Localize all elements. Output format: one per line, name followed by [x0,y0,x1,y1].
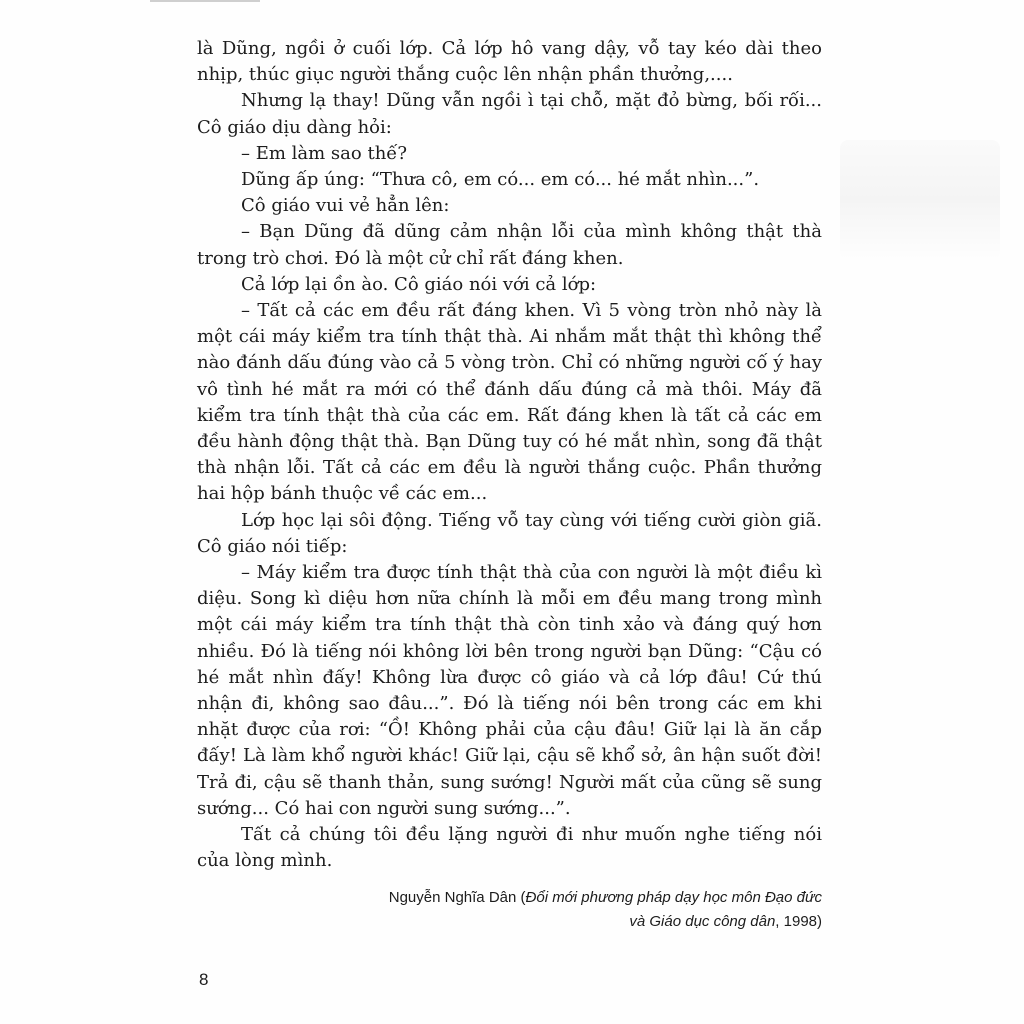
citation-title-part1: Đổi mới phương pháp dạy học môn Đạo đức [525,889,822,906]
bleed-through-shadow [840,140,1000,260]
paragraph-8: – Tất cả các em đều rất đáng khen. Vì 5 vòng tròn nhỏ này là một cái máy kiểm tra tính thật thà. Ai nhắm mắt thật thì không thể nào đánh dấu đúng vào cả 5 vòng tròn. Chỉ có những người cố ý hay vô tình hé mắt ra mới có thể đánh dấu đúng cả mà thôi. Máy đã kiểm tra tính thật thà của các em. Rất đáng khen là tất cả các em đều hành động thật thà. Bạn Dũng tuy có hé mắt nhìn, song đã thật thà nhận lỗi. Tất cả các em đều là người thắng cuộc. Phần thưởng hai hộp bánh thuộc về các em... [197,300,822,505]
citation-line-1 [302,886,822,910]
page-number: 8 [199,970,209,989]
citation-year: , 1998) [775,913,822,930]
paragraph-10: – Máy kiểm tra được tính thật thà của con người là một điều kì diệu. Song kì diệu hơn nữa chính là mỗi em đều mang trong mình một cái máy kiểm tra tính thật thà còn tinh xảo và đáng quý hơn nhiều. Đó là tiếng nói không lời bên trong người bạn Dũng: “Cậu có hé mắt nhìn đấy! Không lừa được cô giáo và cả lớp đâu! Cứ thú nhận đi, không sao đâu...”. Đó là tiếng nói bên trong các em khi nhặt được của rơi: “Ồ! Không phải của cậu đâu! Giữ lại là ăn cắp đấy! Là làm khổ người khác! Giữ lại, cậu sẽ khổ sở, ân hận suốt đời! Trả đi, cậu sẽ thanh thản, sung sướng! Người mất của cũng sẽ sung sướng... Có hai con người sung sướng...”. [197,562,822,819]
paragraph-9: Lớp học lại sôi động. Tiếng vỗ tay cùng với tiếng cười giòn giã. Cô giáo nói tiếp: [197,509,822,557]
citation-open-paren: ( [516,889,526,906]
paragraph-6: – Bạn Dũng đã dũng cảm nhận lỗi của mình không thật thà trong trò chơi. Đó là một cử chỉ rất đáng khen. [197,221,822,269]
citation-line-2 [302,910,822,934]
paragraph-1: là Dũng, ngồi ở cuối lớp. Cả lớp hô vang dậy, vỗ tay kéo dài theo nhịp, thúc giục người thắng cuộc lên nhận phần thưởng,.... [197,38,822,86]
paragraph-11: Tất cả chúng tôi đều lặng người đi như muốn nghe tiếng nói của lòng mình. [197,824,822,872]
source-citation [302,886,822,934]
story-text [197,36,822,875]
paragraph-2: Nhưng lạ thay! Dũng vẫn ngồi ì tại chỗ, mặt đỏ bừng, bối rối... Cô giáo dịu dàng hỏi: [197,90,822,138]
paragraph-3: – Em làm sao thế? [241,142,408,164]
top-edge-mark [150,0,260,2]
paragraph-5: Cô giáo vui vẻ hẳn lên: [241,195,450,217]
citation-title-part2: và Giáo dục công dân [629,913,776,930]
citation-author: Nguyễn Nghĩa Dân [388,889,517,906]
paragraph-4: Dũng ấp úng: “Thưa cô, em có... em có... hé mắt nhìn...”. [241,169,760,191]
paragraph-7: Cả lớp lại ồn ào. Cô giáo nói với cả lớp: [241,273,597,295]
